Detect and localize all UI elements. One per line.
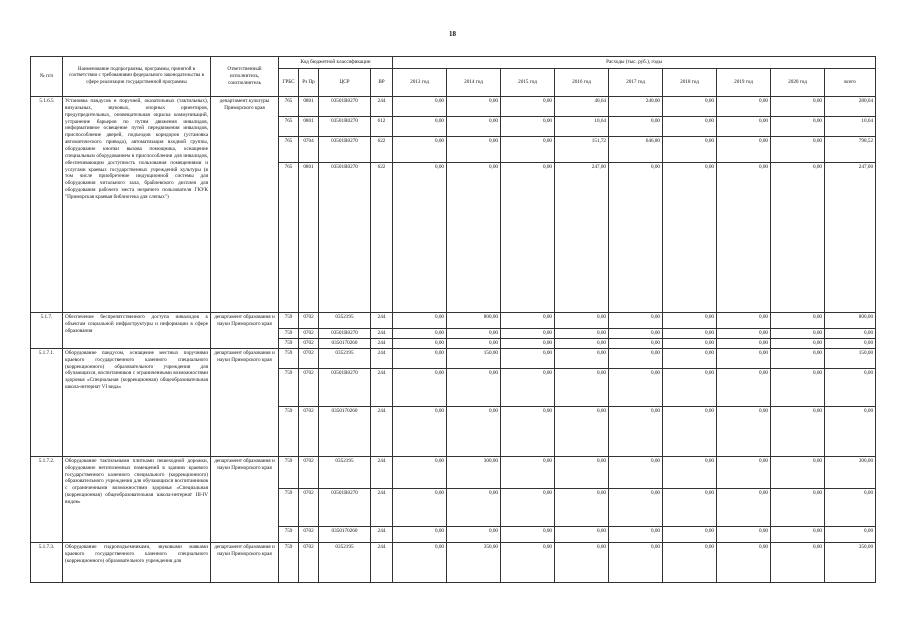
header-kbk: Код бюджетной классификации <box>279 57 393 69</box>
year-amount: 0,00 <box>663 313 717 329</box>
header-year: 2016 год <box>555 69 609 97</box>
table-row <box>31 542 876 582</box>
year-amount: 0,00 <box>663 368 717 406</box>
year-amount: 0,00 <box>501 137 555 163</box>
year-amount: 0,00 <box>555 542 609 582</box>
csr-code: 03501R0270 <box>319 137 371 163</box>
year-amount: 0,00 <box>501 526 555 542</box>
vr-code: 244 <box>371 456 393 488</box>
year-amount: 0,00 <box>717 488 771 526</box>
vr-code: 244 <box>371 97 393 117</box>
grbs-code: 759 <box>279 456 299 488</box>
year-amount: 0,00 <box>393 97 447 117</box>
item-name: Оборудование тактильными плитками пешеходной дорожки, оборудование нетипоземных помещений в зданиях краевого государственного казенного специального (коррекционного) образовательного учреждения для обучающихся воспитанников с ограниченными возможностями здоровья «Специальная (коррекционная) общеобразовательная школа-интернат III-IV видов» <box>63 456 211 542</box>
header-vr: ВР <box>371 69 393 97</box>
rzpr-code: 0702 <box>299 488 319 526</box>
year-amount: 0,00 <box>771 348 825 368</box>
csr-code: 0352195 <box>319 348 371 368</box>
item-number: 5.1.7.1. <box>31 348 63 456</box>
year-amount: 0,00 <box>717 329 771 339</box>
year-amount: 0,00 <box>717 339 771 349</box>
year-amount: 0,00 <box>771 117 825 137</box>
year-amount: 0,00 <box>717 368 771 406</box>
vr-code: 612 <box>371 117 393 137</box>
vr-code: 244 <box>371 542 393 582</box>
year-amount: 0,00 <box>663 348 717 368</box>
header-csr: ЦСР <box>319 69 371 97</box>
year-amount: 0,00 <box>609 526 663 542</box>
grbs-code: 759 <box>279 526 299 542</box>
total-cell: 0,00 <box>825 339 876 349</box>
year-amount: 0,00 <box>609 406 663 456</box>
year-amount: 0,00 <box>717 137 771 163</box>
total-cell: 798,52 <box>825 137 876 163</box>
year-amount: 0,00 <box>717 456 771 488</box>
year-amount: 0,00 <box>609 329 663 339</box>
table-row <box>31 313 876 329</box>
item-executor: департамент образования и науки Приморского края <box>211 348 279 456</box>
year-amount: 0,00 <box>393 488 447 526</box>
year-amount: 0,00 <box>393 137 447 163</box>
year-amount: 151,72 <box>555 137 609 163</box>
table-row <box>31 348 876 368</box>
csr-code: 03501R0270 <box>319 117 371 137</box>
rzpr-code: 0702 <box>299 368 319 406</box>
year-amount: 0,00 <box>393 456 447 488</box>
vr-code: 244 <box>371 368 393 406</box>
year-amount: 0,00 <box>663 542 717 582</box>
grbs-code: 759 <box>279 313 299 329</box>
vr-code: 244 <box>371 348 393 368</box>
year-amount: 0,00 <box>663 406 717 456</box>
year-amount: 0,00 <box>771 137 825 163</box>
grbs-code: 759 <box>279 339 299 349</box>
header-year: 2019 год <box>717 69 771 97</box>
year-amount: 0,00 <box>393 406 447 456</box>
year-amount: 0,00 <box>663 488 717 526</box>
total-cell: 280,64 <box>825 97 876 117</box>
grbs-code: 765 <box>279 137 299 163</box>
year-amount: 0,00 <box>447 526 501 542</box>
year-amount: 0,00 <box>555 313 609 329</box>
year-amount: 0,00 <box>771 163 825 313</box>
header-year: 2013 год <box>393 69 447 97</box>
year-amount: 0,00 <box>555 488 609 526</box>
budget-table <box>30 56 876 583</box>
header-year: всего <box>825 69 876 97</box>
year-amount: 240,00 <box>609 97 663 117</box>
vr-code: 244 <box>371 329 393 339</box>
year-amount: 0,00 <box>555 368 609 406</box>
vr-code: 244 <box>371 488 393 526</box>
year-amount: 0,00 <box>771 339 825 349</box>
year-amount: 0,00 <box>717 348 771 368</box>
year-amount: 0,00 <box>501 313 555 329</box>
year-amount: 0,00 <box>501 163 555 313</box>
total-cell: 0,00 <box>825 526 876 542</box>
table-row <box>31 97 876 117</box>
rzpr-code: 0702 <box>299 348 319 368</box>
year-amount: 0,00 <box>501 339 555 349</box>
year-amount: 0,00 <box>663 117 717 137</box>
item-name: Оборудование пандусом, оснащение местных поручнями краевого государственного казенного специального (коррекционного) образовательного учреждения для обучающихся, воспитанников с ограниченными возможностями здоровья «Специальная (коррекционная) общеобразовательная школа-интернат VI вида» <box>63 348 211 456</box>
year-amount: 0,00 <box>771 526 825 542</box>
header-executor: Ответственный исполнитель, соисполнитель <box>211 57 279 97</box>
year-amount: 0,00 <box>609 313 663 329</box>
year-amount: 0,00 <box>771 406 825 456</box>
rzpr-code: 0704 <box>299 137 319 163</box>
year-amount: 0,00 <box>501 456 555 488</box>
year-amount: 0,00 <box>555 339 609 349</box>
item-number: 5.1.7.3. <box>31 542 63 582</box>
year-amount: 0,00 <box>501 368 555 406</box>
year-amount: 0,00 <box>393 348 447 368</box>
year-amount: 0,00 <box>447 97 501 117</box>
year-amount: 40,64 <box>555 97 609 117</box>
year-amount: 0,00 <box>447 137 501 163</box>
header-num: № п/п <box>31 57 63 97</box>
grbs-code: 759 <box>279 329 299 339</box>
year-amount: 0,00 <box>447 406 501 456</box>
year-amount: 0,00 <box>501 488 555 526</box>
year-amount: 0,00 <box>447 488 501 526</box>
header-grbs: ГРБС <box>279 69 299 97</box>
table-body <box>31 97 876 583</box>
year-amount: 0,00 <box>393 163 447 313</box>
year-amount: 0,00 <box>555 406 609 456</box>
year-amount: 0,00 <box>447 339 501 349</box>
item-executor: департамент образования и науки Приморского края <box>211 542 279 582</box>
rzpr-code: 0702 <box>299 313 319 329</box>
year-amount: 0,00 <box>501 542 555 582</box>
year-amount: 0,00 <box>771 542 825 582</box>
csr-code: 03501R0270 <box>319 368 371 406</box>
year-amount: 350,00 <box>447 542 501 582</box>
item-number: 5.1.7. <box>31 313 63 349</box>
total-cell: 800,00 <box>825 313 876 329</box>
year-amount: 0,00 <box>663 339 717 349</box>
year-amount: 0,00 <box>501 406 555 456</box>
rzpr-code: 0801 <box>299 117 319 137</box>
year-amount: 0,00 <box>717 406 771 456</box>
csr-code: 03501R0270 <box>319 488 371 526</box>
year-amount: 0,00 <box>663 329 717 339</box>
csr-code: 03501R0270 <box>319 163 371 313</box>
rzpr-code: 0801 <box>299 97 319 117</box>
year-amount: 0,00 <box>771 329 825 339</box>
header-year: 2020 год <box>771 69 825 97</box>
year-amount: 0,00 <box>609 163 663 313</box>
item-executor: департамент образования и науки Приморского края <box>211 456 279 542</box>
year-amount: 0,00 <box>393 313 447 329</box>
header-expenses: Расходы (тыс. руб.), годы <box>393 57 876 69</box>
year-amount: 0,00 <box>447 117 501 137</box>
item-name: Обеспечение беспрепятственного доступа инвалидов к объектам социальной инфраструктуры и информации в сфере образования <box>63 313 211 349</box>
year-amount: 0,00 <box>663 97 717 117</box>
year-amount: 0,00 <box>717 117 771 137</box>
year-amount: 0,00 <box>771 97 825 117</box>
year-amount: 0,00 <box>663 456 717 488</box>
csr-code: 0352195 <box>319 456 371 488</box>
year-amount: 0,00 <box>393 339 447 349</box>
grbs-code: 765 <box>279 97 299 117</box>
table-row <box>31 456 876 488</box>
year-amount: 0,00 <box>555 329 609 339</box>
year-amount: 0,00 <box>771 456 825 488</box>
header-rzpr: Рз Пр <box>299 69 319 97</box>
total-cell: 0,00 <box>825 488 876 526</box>
year-amount: 0,00 <box>717 163 771 313</box>
item-name: Оборудование гидроподъемниками, звуковыми маяками краевого государственного казенного специального (коррекционного) образовательного учреждения для <box>63 542 211 582</box>
vr-code: 244 <box>371 313 393 329</box>
year-amount: 0,00 <box>447 329 501 339</box>
item-number: 5.1.7.2. <box>31 456 63 542</box>
total-cell: 0,00 <box>825 406 876 456</box>
csr-code: 0350170260 <box>319 406 371 456</box>
year-amount: 0,00 <box>393 329 447 339</box>
year-amount: 10,64 <box>555 117 609 137</box>
year-amount: 0,00 <box>663 163 717 313</box>
vr-code: 622 <box>371 137 393 163</box>
csr-code: 03501R0270 <box>319 97 371 117</box>
header-year: 2018 год <box>663 69 717 97</box>
year-amount: 0,00 <box>609 368 663 406</box>
year-amount: 0,00 <box>771 368 825 406</box>
year-amount: 0,00 <box>717 526 771 542</box>
year-amount: 0,00 <box>393 542 447 582</box>
total-cell: 150,00 <box>825 348 876 368</box>
csr-code: 0352195 <box>319 313 371 329</box>
header-year: 2017 год <box>609 69 663 97</box>
vr-code: 244 <box>371 406 393 456</box>
rzpr-code: 0702 <box>299 456 319 488</box>
year-amount: 0,00 <box>717 542 771 582</box>
year-amount: 0,00 <box>717 97 771 117</box>
year-amount: 0,00 <box>501 97 555 117</box>
csr-code: 0350170260 <box>319 339 371 349</box>
grbs-code: 759 <box>279 542 299 582</box>
rzpr-code: 0702 <box>299 339 319 349</box>
year-amount: 0,00 <box>393 368 447 406</box>
year-amount: 0,00 <box>609 348 663 368</box>
rzpr-code: 0702 <box>299 542 319 582</box>
grbs-code: 765 <box>279 117 299 137</box>
year-amount: 0,00 <box>393 117 447 137</box>
rzpr-code: 0702 <box>299 406 319 456</box>
item-number: 5.1.6.5 <box>31 97 63 313</box>
total-cell: 350,00 <box>825 542 876 582</box>
total-cell: 300,00 <box>825 456 876 488</box>
year-amount: 0,00 <box>555 526 609 542</box>
year-amount: 0,00 <box>555 348 609 368</box>
year-amount: 0,00 <box>609 339 663 349</box>
item-executor: департамент образования и науки Приморского края <box>211 313 279 349</box>
csr-code: 0352195 <box>319 542 371 582</box>
year-amount: 0,00 <box>501 117 555 137</box>
year-amount: 0,00 <box>663 526 717 542</box>
year-amount: 0,00 <box>393 526 447 542</box>
year-amount: 0,00 <box>555 456 609 488</box>
total-cell: 0,00 <box>825 368 876 406</box>
year-amount: 0,00 <box>663 137 717 163</box>
csr-code: 03501R0270 <box>319 329 371 339</box>
grbs-code: 759 <box>279 406 299 456</box>
grbs-code: 759 <box>279 348 299 368</box>
year-amount: 0,00 <box>447 163 501 313</box>
year-amount: 150,00 <box>447 348 501 368</box>
vr-code: 244 <box>371 339 393 349</box>
header-year: 2015 год <box>501 69 555 97</box>
year-amount: 247,00 <box>555 163 609 313</box>
csr-code: 0350170260 <box>319 526 371 542</box>
vr-code: 244 <box>371 526 393 542</box>
year-amount: 0,00 <box>609 542 663 582</box>
year-amount: 0,00 <box>717 313 771 329</box>
total-cell: 0,00 <box>825 329 876 339</box>
total-cell: 10,64 <box>825 117 876 137</box>
header-name: Наименование подпрограммы, программы, принятой в соответствии с требованиями федерального законодательства в сфере реализации государственной программы <box>63 57 211 97</box>
page-number: 18 <box>449 30 456 38</box>
grbs-code: 759 <box>279 368 299 406</box>
vr-code: 622 <box>371 163 393 313</box>
year-amount: 0,00 <box>609 456 663 488</box>
year-amount: 0,00 <box>501 329 555 339</box>
rzpr-code: 0702 <box>299 329 319 339</box>
year-amount: 800,00 <box>447 313 501 329</box>
year-amount: 0,00 <box>771 313 825 329</box>
header-year: 2014 год <box>447 69 501 97</box>
year-amount: 300,00 <box>447 456 501 488</box>
rzpr-code: 0702 <box>299 526 319 542</box>
table-header <box>31 57 876 97</box>
year-amount: 0,00 <box>609 117 663 137</box>
rzpr-code: 0801 <box>299 163 319 313</box>
grbs-code: 759 <box>279 488 299 526</box>
year-amount: 646,80 <box>609 137 663 163</box>
item-executor: департамент культуры Приморского края <box>211 97 279 313</box>
year-amount: 0,00 <box>447 368 501 406</box>
year-amount: 0,00 <box>501 348 555 368</box>
year-amount: 0,00 <box>609 488 663 526</box>
grbs-code: 765 <box>279 163 299 313</box>
total-cell: 247,00 <box>825 163 876 313</box>
item-name: Установка пандусов и поручней, оказательных (тактильных), визуальных, звуковых, опорных ориентиров, предупредительных, оповещательная окраска коммуникаций, устранение барьеров по путям движения инвалидов, информативное освещение путей передвижения инвалидов, приспособление дверей, подъездов коридоров (установка автоматического привода), автоматизация входной группы, оборудование кнопки вызова помощника, оснащение специальным оборудованием в приспособлении для инвалидов, обеспечивающим доступность пользования помещениями и услугами краевых государственных учреждений культуры (в том числе приобретение индукционной системы для оборудования читального зала, брайлевского дисплея для оборудования рабочего места незрячего пользователя ГКУК "Приморская краевая библиотека для слепых") <box>63 97 211 313</box>
year-amount: 0,00 <box>771 488 825 526</box>
